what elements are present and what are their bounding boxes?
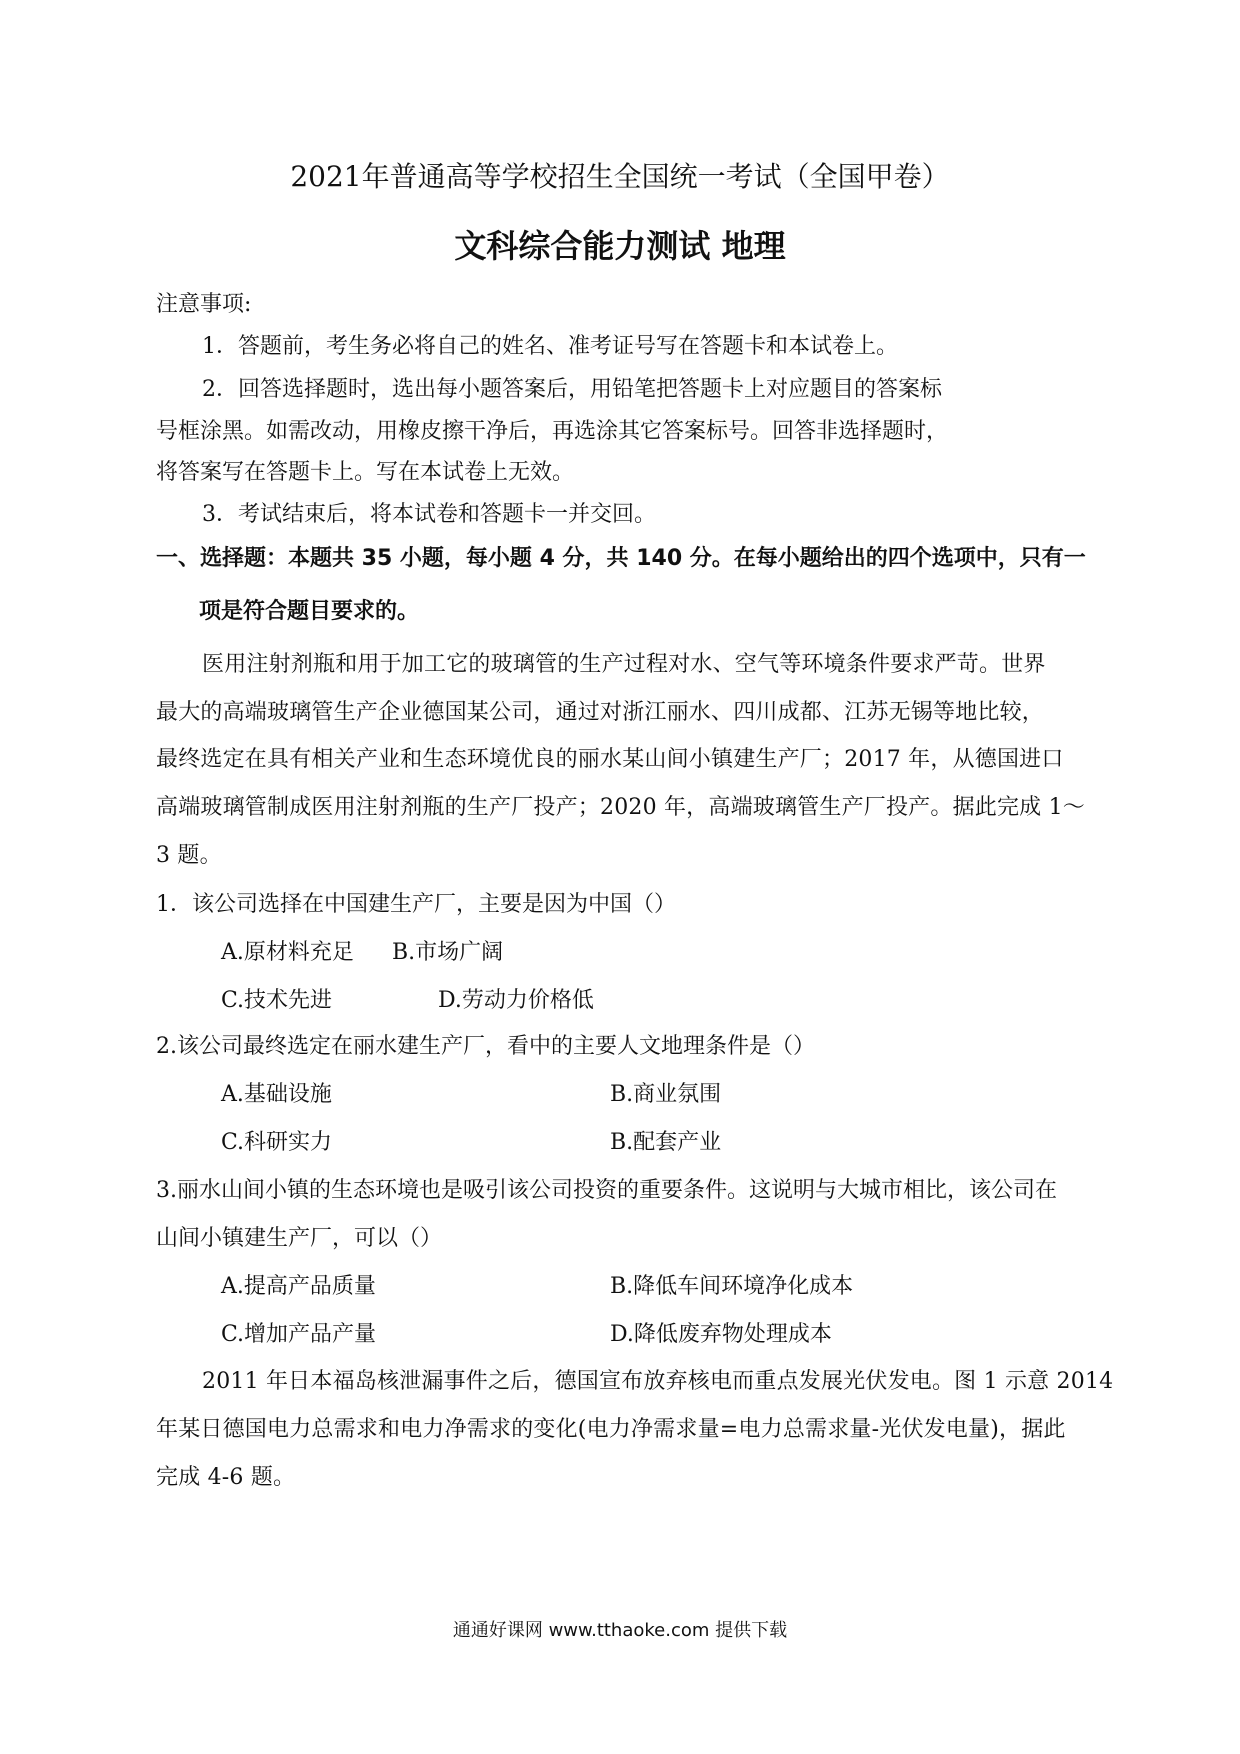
question-3-option-b: B.降低车间环境净化成本	[610, 1274, 854, 1299]
question-3-option-d: D.降低废弃物处理成本	[610, 1322, 832, 1347]
question-1-stem: 1．该公司选择在中国建生产厂，主要是因为中国（）	[156, 892, 676, 917]
download-footer: 通通好课网 www.tthaoke.com 提供下载	[452, 1620, 788, 1641]
question-1-option-a: A.原材料充足	[221, 940, 354, 965]
note-line: 3．考试结束后，将本试卷和答题卡一并交回。	[202, 502, 656, 527]
question-1-option-c: C.技术先进	[221, 988, 333, 1013]
passage-line: 年某日德国电力总需求和电力净需求的变化(电力净需求量=电力总需求量-光伏发电量)，据此	[156, 1417, 1066, 1442]
note-line: 将答案写在答题卡上。写在本试卷上无效。	[156, 460, 575, 485]
section-heading-continued: 项是符合题目要求的。	[199, 599, 420, 624]
passage-line: 3 题。	[156, 843, 222, 868]
question-3-option-c: C.增加产品产量	[221, 1322, 377, 1347]
question-3-stem: 3.丽水山间小镇的生态环境也是吸引该公司投资的重要条件。这说明与大城市相比，该公司在	[156, 1178, 1057, 1203]
note-line: 号框涂黑。如需改动，用橡皮擦干净后，再选涂其它答案标号。回答非选择题时，	[156, 419, 949, 444]
passage-line: 最大的高端玻璃管生产企业德国某公司，通过对浙江丽水、四川成都、江苏无锡等地比较，	[156, 700, 1045, 725]
question-2-option-d: B.配套产业	[610, 1130, 722, 1155]
passage-line: 完成 4-6 题。	[156, 1465, 296, 1490]
question-1-option-d: D.劳动力价格低	[438, 988, 594, 1013]
question-2-option-b: B.商业氛围	[610, 1082, 722, 1107]
question-3-stem-continued: 山间小镇建生产厂，可以（）	[156, 1226, 443, 1251]
passage-line: 高端玻璃管制成医用注射剂瓶的生产厂投产；2020 年，高端玻璃管生产厂投产。据此完成 1～	[156, 795, 1085, 820]
exam-title: 2021年普通高等学校招生全国统一考试（全国甲卷）	[290, 160, 950, 193]
note-line: 1．答题前，考生务必将自己的姓名、准考证号写在答题卡和本试卷上。	[202, 334, 898, 359]
question-2-option-c: C.科研实力	[221, 1130, 333, 1155]
section-heading: 一、选择题：本题共 35 小题，每小题 4 分，共 140 分。在每小题给出的四个选项中，只有一	[156, 546, 1086, 571]
subject-title: 文科综合能力测试 地理	[454, 227, 786, 265]
question-1-option-b: B.市场广阔	[392, 940, 504, 965]
passage-line: 最终选定在具有相关产业和生态环境优良的丽水某山间小镇建生产厂；2017 年，从德国进口	[156, 747, 1064, 772]
notes-heading: 注意事项:	[156, 292, 252, 317]
question-3-option-a: A.提高产品质量	[221, 1274, 376, 1299]
question-2-stem: 2.该公司最终选定在丽水建生产厂，看中的主要人文地理条件是（）	[156, 1034, 815, 1059]
passage-line: 医用注射剂瓶和用于加工它的玻璃管的生产过程对水、空气等环境条件要求严苛。世界	[202, 652, 1046, 677]
passage-line: 2011 年日本福岛核泄漏事件之后，德国宣布放弃核电而重点发展光伏发电。图 1 示意 2014	[202, 1369, 1114, 1394]
question-2-option-a: A.基础设施	[221, 1082, 332, 1107]
note-line: 2．回答选择题时，选出每小题答案后，用铅笔把答题卡上对应题目的答案标	[202, 377, 942, 402]
